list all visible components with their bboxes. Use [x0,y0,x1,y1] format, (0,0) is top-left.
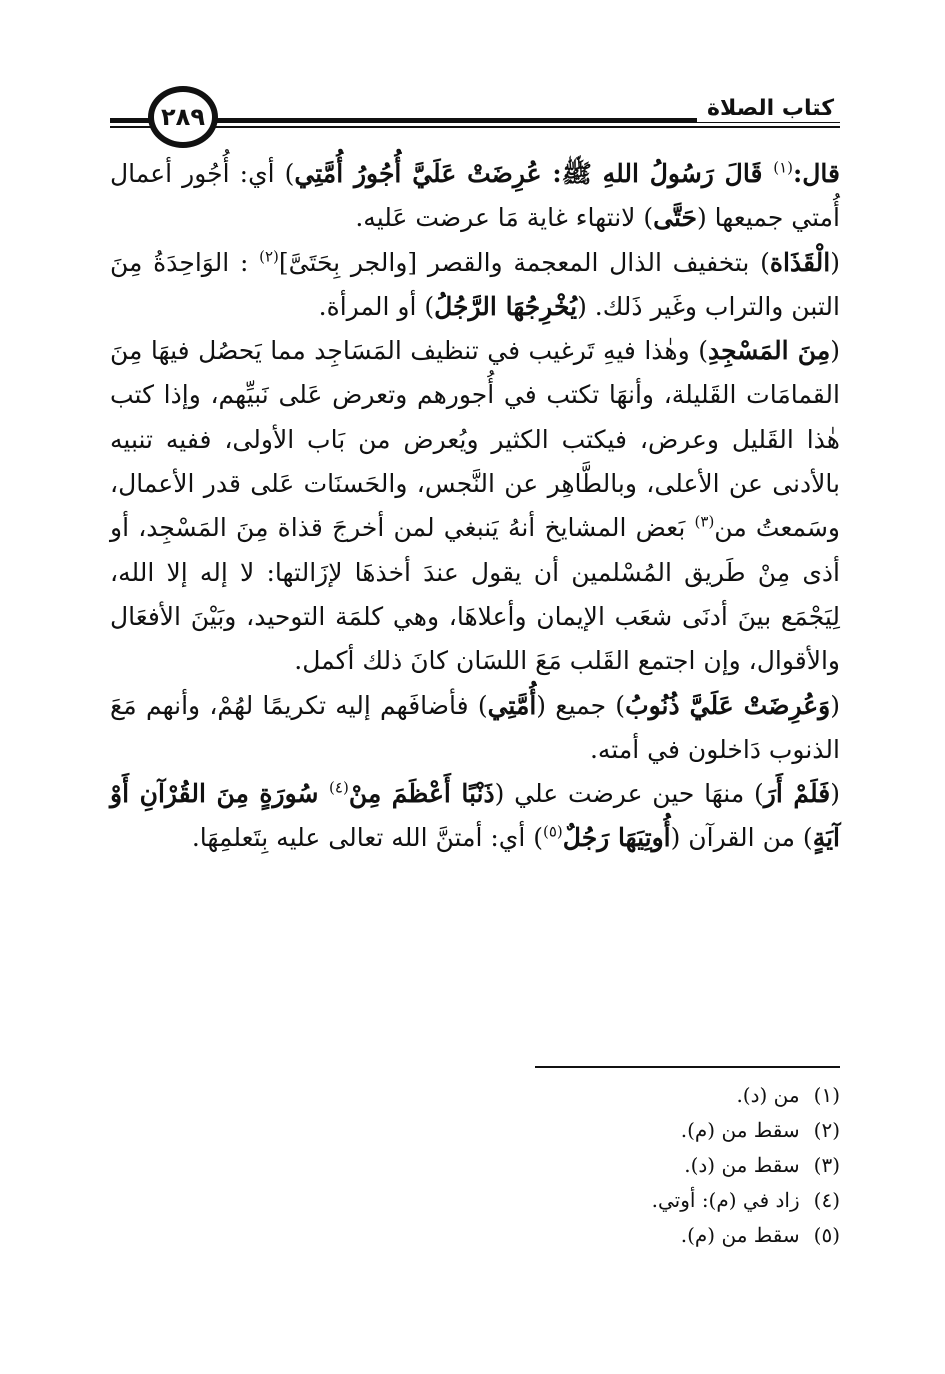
hadith-text: أُوتِيَهَا رَجُلٌ [562,823,671,853]
section-title: كتاب الصلاة [697,96,840,122]
commentary-text: ) وهٰذا فيهِ تَرغيب في تنظيف المَسَاجِد مما يَحصُل فيهَا مِنَ القمامَات القَليلة، وأنهَا تكتب في أُجورهم وتعرض عَلى نَبيِّهم، وإذا كتب هٰذا القَليل وعرض، فيكتب الكثير ويُعرض من بَاب الأولى، ففيه تنبيه بالأدنى عن الأعلى، وبالطَّاهِر عن النَّجس، والحَسنَات عَلى قدر الأعمال، وسَمعتُ من [110,336,840,543]
commentary-text: ) منهَا حين عرضت علي ( [494,779,764,809]
hadith-text: فَلَمْ أَرَ [763,779,831,809]
hadith-text: أُمَّتِي [487,690,537,720]
footnote-item [440,1183,840,1218]
commentary-text: ) أي: أُجُور أعمال أُمتي جميعها ( [110,159,840,233]
commentary-text: ) أي: أمتنَّ الله تعالى عليه بِتَعلمِهَا. [191,823,543,853]
hadith-text: وَعُرِضَتْ عَلَيَّ ذُنُوبُ [625,690,831,720]
hadith-text: قال: [793,159,840,188]
commentary-text: ( [830,779,840,809]
footnote-number: (٢) [813,1118,840,1142]
footnote-text: سقط من (د). [684,1153,800,1177]
commentary-text: ) من القرآن ( [670,823,813,853]
footnote-ref: (٢) [259,247,279,266]
commentary-text: ( [830,247,840,277]
page-number-badge [148,86,218,148]
footnote-number: (٥) [813,1223,840,1247]
footnote-text: من (د). [736,1083,800,1107]
hadith-text: ذَنْبًا أَعْظَمَ مِنْ [348,779,495,809]
footnote-number: (١) [813,1083,840,1107]
commentary-text: ) فأضافَهم إليه تكريمًا لهُمْ، وأنهم مَعَ الذنوب دَاخلون في أمته. [110,690,840,764]
footnote-ref: (١) [773,158,794,177]
commentary-text: ( [830,690,840,720]
commentary-text: ) جميع ( [536,690,626,720]
commentary-text: ) أو المرأة. [318,291,435,321]
footnote-item [440,1148,840,1183]
paragraph [110,152,840,241]
hadith-text: يُخْرِجُهَا الرَّجُلُ [434,291,578,321]
footnote-number: (٣) [813,1153,840,1177]
footnote-item [440,1218,840,1253]
hadith-text: الْقَذَاة [769,247,831,277]
page-header [110,80,840,160]
hadith-text: سُورَةٍ مِنَ القُرْآنِ أَوْ آيَةٍ [110,779,840,853]
page-number: ٢٨٩ [161,103,205,131]
commentary-text: ) بتخفيف الذال المعجمة والقصر [والجر بِحَتَىَّ] [278,247,770,277]
footnote-item [440,1113,840,1148]
footnotes [440,1078,840,1253]
commentary-text: ) لانتهاء غاية مَا عرضت عَليه. [355,203,654,233]
paragraph [110,329,840,683]
paragraph [110,241,840,330]
hadith-text: مِنَ المَسْجِدِ [707,336,831,366]
main-text [110,152,840,861]
footnote-number: (٤) [813,1188,840,1212]
footnote-ref: (٤) [329,778,349,797]
footnote-item [440,1078,840,1113]
footnote-separator [535,1066,840,1068]
footnote-text: سقط من (م). [680,1223,800,1247]
commentary-text: بَعض المشايخ أنهُ يَنبغي لمن أخرجَ قذاة مِنَ المَسْجِد، أو أذى مِنْ طَريق المُسْلمين أن يقول عندَ أخذهَا لإزَالتها: لا إله إلا الله، لِيَجْمَع بينَ أدنَى شعَب الإيمان وأعلاهَا، وهي كلمَة التوحيد، وبَيْنَ الأفعَال والأقوال، وإن اجتمع القَلب مَعَ اللسَان كانَ ذلك أكمل. [110,513,840,676]
footnote-ref: (٣) [694,513,715,532]
hadith-text: حَتَّى [653,203,697,233]
footnote-text: سقط من (م). [680,1118,800,1142]
commentary-text: : الوَاحِدَةُ مِنَ التبن والتراب وغَير ذَلك. ( [110,247,840,321]
hadith-text: قَالَ رَسُولُ اللهِ ﷺ: عُرِضَتْ عَلَيَّ أُجُورُ أُمَّتِي [294,159,774,188]
footnote-ref: (٥) [543,823,563,842]
footnote-text: زاد في (م): أوتي. [651,1188,800,1212]
paragraph [110,772,840,861]
commentary-text: ( [830,336,840,366]
header-rule-thin [110,126,840,128]
paragraph [110,684,840,773]
